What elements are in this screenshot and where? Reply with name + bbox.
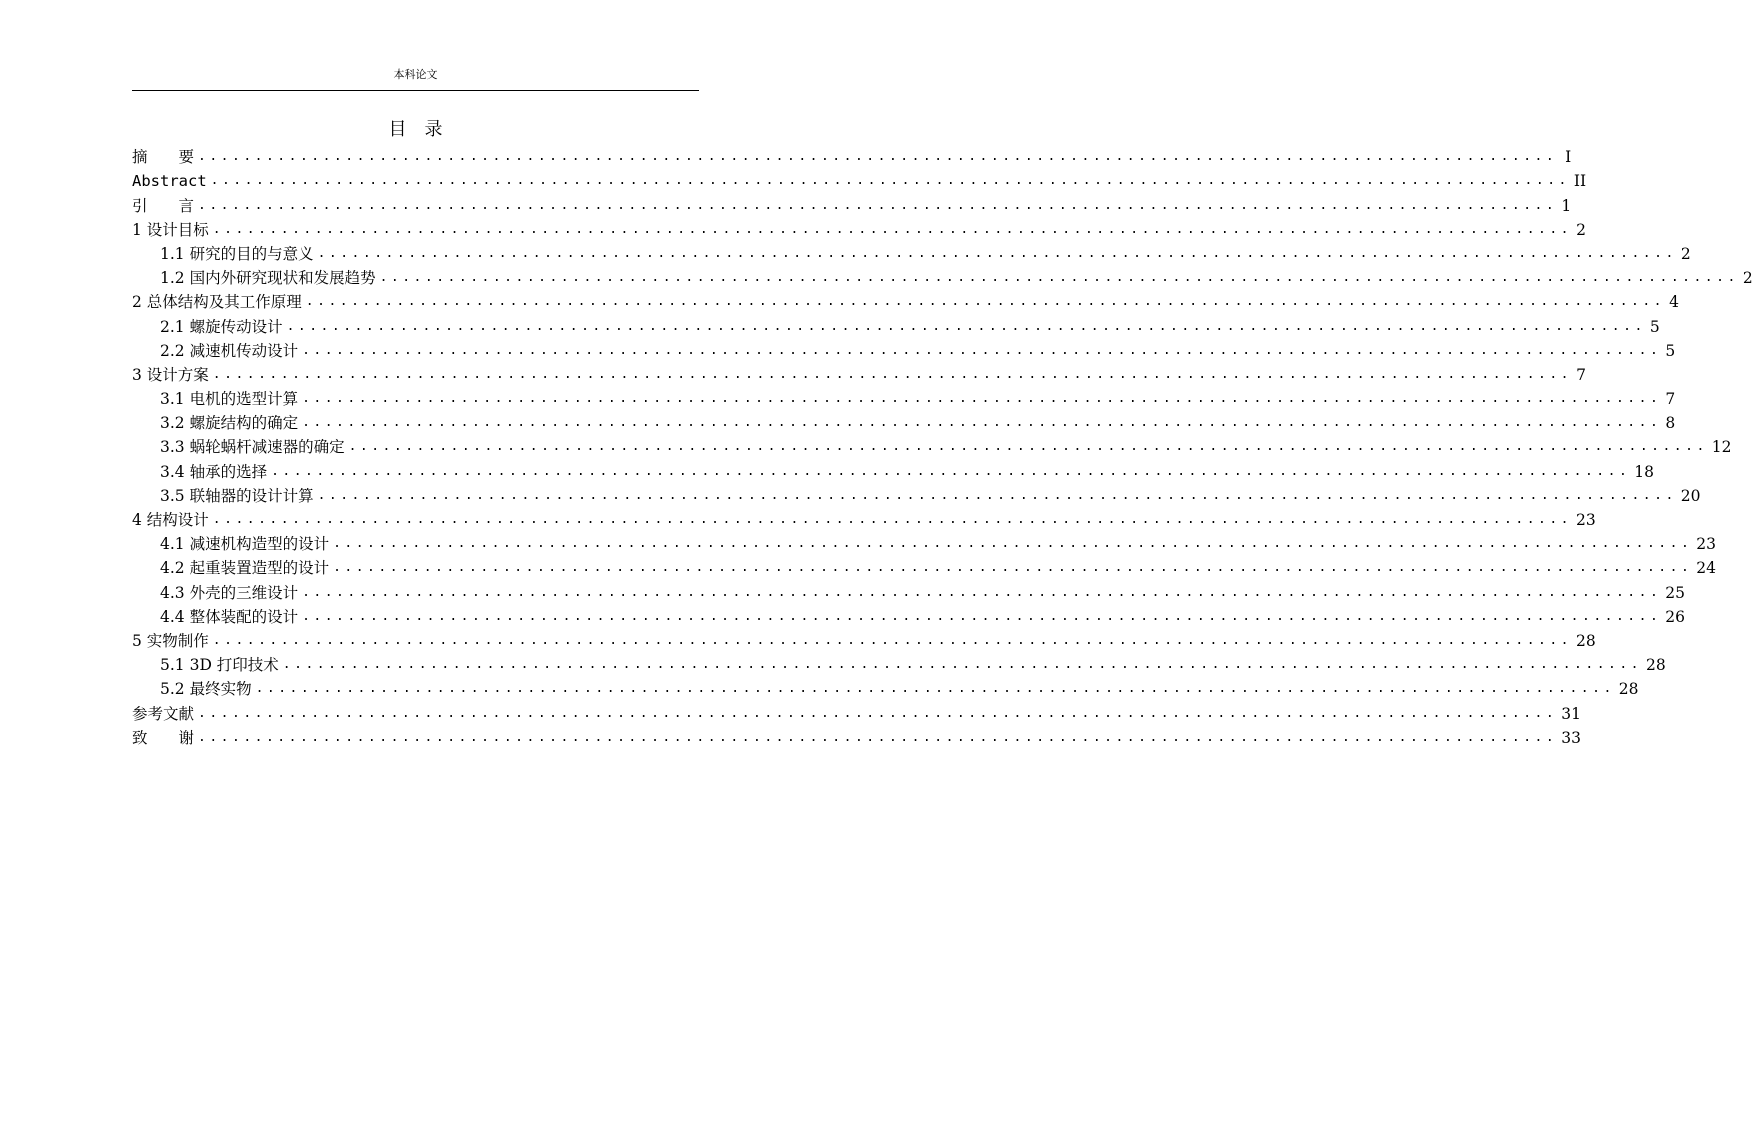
toc-leader-dots: ........................................................................................................................: [379, 270, 1739, 286]
toc-entry-label: 3.5 联轴器的设计计算: [160, 486, 314, 505]
toc-leader-dots: ........................................................................................................................: [302, 342, 1662, 358]
toc-entry-page: 5: [1665, 341, 1676, 360]
toc-entry-page: 26: [1665, 607, 1686, 626]
toc-entry-page: 8: [1665, 414, 1676, 433]
toc-leader-dots: ........................................................................................................................: [348, 439, 1708, 455]
toc-entry-label: 4.4 整体装配的设计: [160, 607, 299, 626]
toc-entry[interactable]: [132, 484, 1701, 508]
toc-entry-label: 3 设计方案: [132, 365, 209, 384]
toc-entry-page: 24: [1696, 559, 1717, 578]
toc-entry[interactable]: [132, 701, 1581, 725]
toc-entry-label: 参考文献: [132, 704, 195, 723]
toc-entry-label: Abstract: [132, 172, 207, 191]
toc-entry[interactable]: [132, 145, 1572, 169]
toc-entry-label: 5.1 3D 打印技术: [160, 656, 279, 675]
toc-entry-label: 2.2 减速机传动设计: [160, 341, 299, 360]
toc-leader-dots: ........................................................................................................................: [317, 245, 1677, 261]
toc-leader-dots: ........................................................................................................................: [302, 584, 1662, 600]
toc-entry[interactable]: [132, 218, 1586, 242]
toc-entry-label: 2 总体结构及其工作原理: [132, 293, 302, 312]
toc-entry[interactable]: [132, 653, 1666, 677]
toc-entry-page: 4: [1669, 293, 1679, 312]
toc-entry-label: 2.1 螺旋传动设计: [160, 317, 283, 336]
toc-entry[interactable]: [132, 580, 1686, 604]
toc-leader-dots: ........................................................................................................................: [333, 536, 1693, 552]
toc-leader-dots: ........................................................................................................................: [198, 729, 1558, 745]
toc-entry-label: 1.2 国内外研究现状和发展趋势: [160, 269, 376, 288]
toc-entry[interactable]: [132, 266, 1753, 290]
toc-entry-label: 引 言: [132, 196, 195, 215]
toc-entry-label: 3.4 轴承的选择: [160, 462, 268, 481]
toc-leader-dots: ........................................................................................................................: [212, 366, 1572, 382]
toc-leader-dots: ........................................................................................................................: [198, 197, 1558, 213]
toc-leader-dots: ........................................................................................................................: [198, 705, 1558, 721]
toc-entry-page: 12: [1711, 438, 1732, 457]
toc-entry-page: 7: [1576, 365, 1586, 384]
toc-entry-label: 4.1 减速机构造型的设计: [160, 535, 330, 554]
toc-leader-dots: ........................................................................................................................: [317, 487, 1677, 503]
page-header: 本科论文: [393, 68, 438, 81]
toc-entry-page: 20: [1680, 486, 1701, 505]
table-of-contents: [132, 145, 1753, 750]
toc-entry-label: 致 谢: [132, 728, 195, 747]
toc-entry-label: 4.3 外壳的三维设计: [160, 583, 299, 602]
toc-entry-page: 33: [1561, 728, 1581, 747]
toc-entry[interactable]: [132, 363, 1586, 387]
toc-entry-page: 2: [1742, 269, 1753, 288]
toc-entry-page: I: [1565, 148, 1572, 167]
toc-entry[interactable]: [132, 556, 1717, 580]
toc-entry-page: 31: [1561, 704, 1581, 723]
toc-entry-page: 23: [1576, 511, 1596, 529]
toc-entry-page: 25: [1665, 583, 1686, 602]
toc-entry-label: 3.3 蜗轮蜗杆减速器的确定: [160, 438, 345, 457]
toc-entry-label: 5.2 最终实物: [160, 680, 252, 699]
toc-entry[interactable]: [132, 314, 1660, 338]
toc-leader-dots: ........................................................................................................................: [282, 657, 1642, 673]
toc-title: 目 录: [388, 119, 443, 140]
toc-entry[interactable]: [132, 242, 1691, 266]
toc-entry[interactable]: [132, 726, 1581, 750]
toc-entry[interactable]: [132, 435, 1732, 459]
toc-entry-page: 1: [1561, 196, 1572, 215]
toc-leader-dots: ........................................................................................................................: [212, 632, 1572, 648]
toc-entry[interactable]: [132, 339, 1676, 363]
toc-entry[interactable]: [132, 290, 1679, 314]
toc-leader-dots: ........................................................................................................................: [286, 318, 1646, 334]
toc-entry[interactable]: [132, 677, 1639, 701]
toc-entry-label: 1.1 研究的目的与意义: [160, 244, 314, 263]
toc-entry-label: 5 实物制作: [132, 631, 209, 650]
toc-entry-label: 3.1 电机的选型计算: [160, 390, 299, 409]
toc-entry-label: 4.2 起重装置造型的设计: [160, 559, 330, 578]
toc-entry-page: 18: [1634, 462, 1655, 481]
toc-entry-label: 摘 要: [132, 148, 195, 167]
toc-entry-page: 28: [1646, 656, 1666, 675]
toc-entry[interactable]: [132, 629, 1596, 653]
toc-entry-label: 4 结构设计: [132, 511, 209, 529]
toc-leader-dots: ........................................................................................................................: [333, 560, 1693, 576]
toc-entry-label: 1 设计目标: [132, 220, 209, 239]
toc-entry-page: II: [1573, 172, 1587, 191]
toc-leader-dots: ........................................................................................................................: [212, 512, 1572, 527]
toc-leader-dots: ........................................................................................................................: [198, 149, 1558, 165]
toc-leader-dots: ........................................................................................................................: [210, 173, 1570, 189]
toc-entry[interactable]: [132, 605, 1686, 629]
toc-entry-page: 2: [1576, 220, 1586, 239]
toc-entry-page: 23: [1696, 535, 1717, 554]
toc-entry-page: 28: [1618, 680, 1639, 699]
toc-entry[interactable]: [132, 508, 1596, 532]
toc-entry[interactable]: [132, 459, 1655, 483]
toc-entry[interactable]: [132, 169, 1587, 193]
toc-entry[interactable]: [132, 387, 1676, 411]
toc-entry-page: 7: [1665, 390, 1676, 409]
toc-entry[interactable]: [132, 411, 1676, 435]
toc-entry-page: 2: [1680, 244, 1691, 263]
toc-entry-page: 28: [1576, 631, 1596, 650]
toc-entry[interactable]: [132, 532, 1717, 556]
toc-leader-dots: ........................................................................................................................: [212, 221, 1572, 237]
toc-entry-label: 3.2 螺旋结构的确定: [160, 414, 299, 433]
header-rule: [132, 90, 699, 91]
toc-leader-dots: ........................................................................................................................: [302, 415, 1662, 431]
toc-leader-dots: ........................................................................................................................: [302, 391, 1662, 407]
toc-entry[interactable]: [132, 193, 1572, 217]
toc-entry-page: 5: [1649, 317, 1660, 336]
toc-leader-dots: ........................................................................................................................: [305, 294, 1665, 310]
toc-leader-dots: ........................................................................................................................: [255, 681, 1615, 697]
toc-leader-dots: ........................................................................................................................: [271, 463, 1631, 479]
toc-leader-dots: ........................................................................................................................: [302, 608, 1662, 624]
